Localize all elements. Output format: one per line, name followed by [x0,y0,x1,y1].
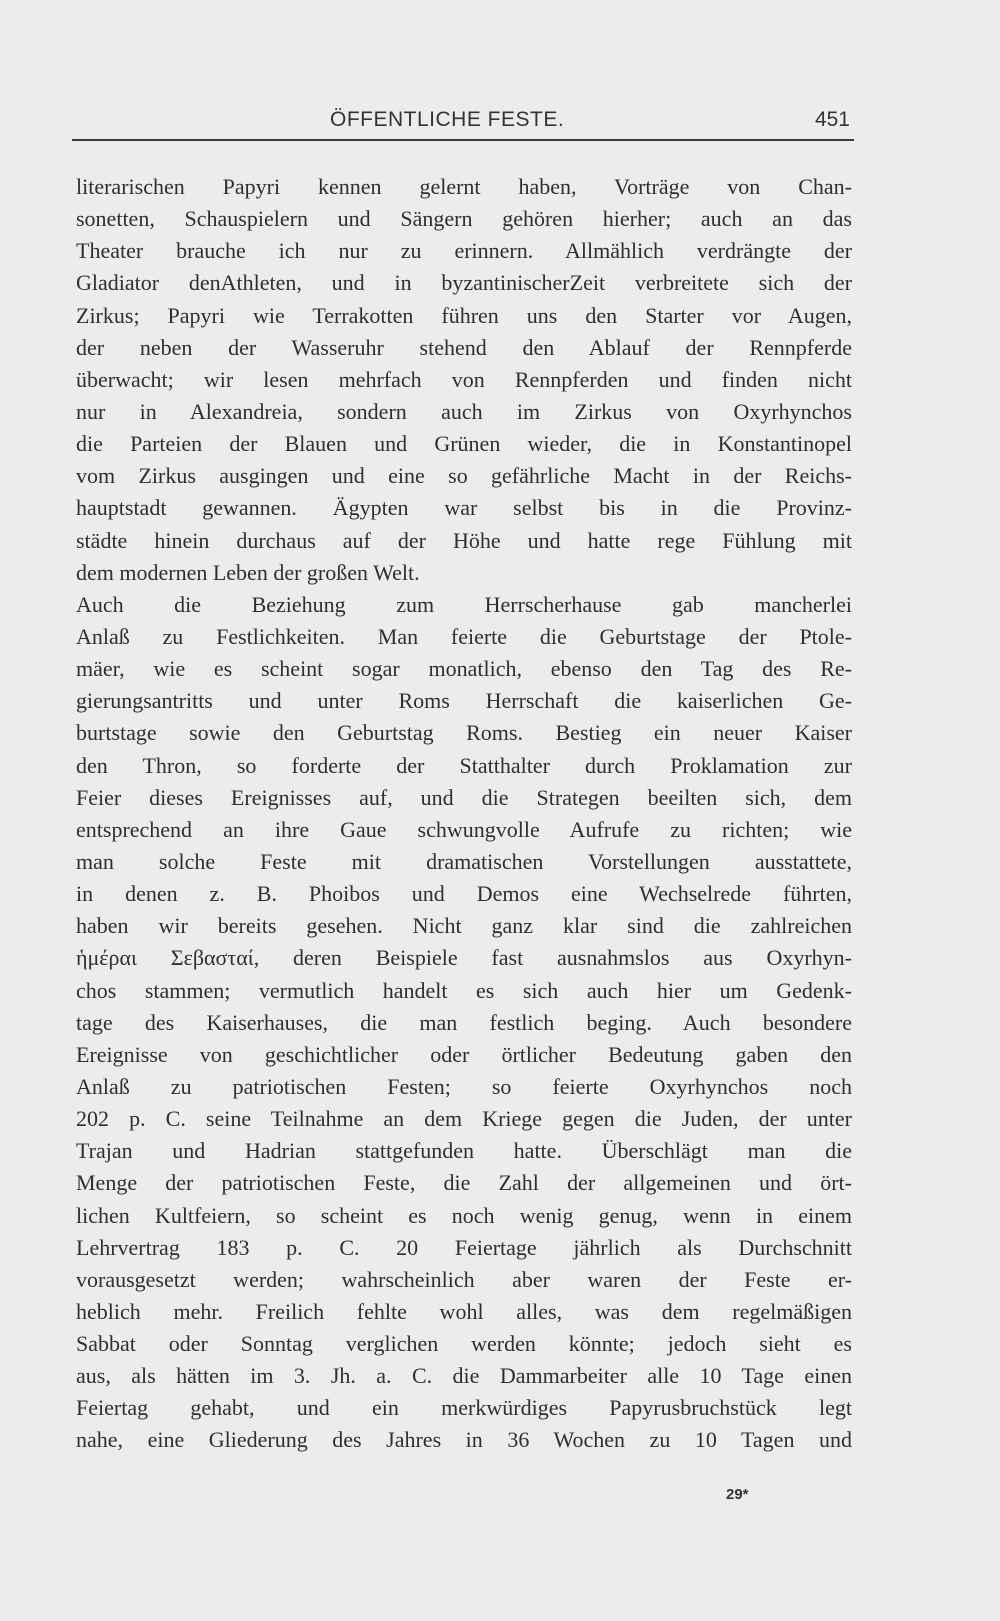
text-line: mäer, wie es scheint sogar monatlich, ebenso den Tag des Re- [76,656,852,682]
text-line: vom Zirkus ausgingen und eine so gefährliche Macht in der Reichs- [76,463,852,489]
text-line: überwacht; wir lesen mehrfach von Rennpferden und finden nicht [76,366,852,392]
text-line: Feiertag gehabt, und ein merkwürdiges Papyrusbruchstück legt [76,1395,852,1421]
page-header [72,104,852,144]
page-number: 451 [814,108,850,131]
text-line: man solche Feste mit dramatischen Vorstellungen ausstattete, [76,848,852,874]
text-line: den Thron, so forderte der Statthalter durch Proklamation zur [76,752,852,778]
text-line: vorausgesetzt werden; wahrscheinlich aber waren der Feste er- [76,1266,852,1292]
header-rule [72,139,854,141]
text-line: haben wir bereits gesehen. Nicht ganz klar sind die zahlreichen [76,913,852,939]
text-line: städte hinein durchaus auf der Höhe und hatte rege Fühlung mit [76,527,852,553]
text-line: nur in Alexandreia, sondern auch im Zirkus von Oxyrhynchos [76,398,852,424]
text-line: heblich mehr. Freilich fehlte wohl alles, was dem regelmäßigen [76,1298,852,1324]
text-line: ἡμέραι Σεβασταί, deren Beispiele fast ausnahmslos aus Oxyrhyn- [76,945,852,971]
text-line: aus, als hätten im 3. Jh. a. C. die Dammarbeiter alle 10 Tage einen [76,1363,852,1389]
text-line: in denen z. B. Phoibos und Demos eine Wechselrede führten, [76,881,852,907]
body-text [76,171,852,1457]
text-line: Ereignisse von geschichtlicher oder örtlicher Bedeutung gaben den [76,1041,852,1067]
text-line: Anlaß zu patriotischen Festen; so feierte Oxyrhynchos noch [76,1073,852,1099]
text-line: Lehrvertrag 183 p. C. 20 Feiertage jährlich als Durchschnitt [76,1234,852,1260]
text-line: hauptstadt gewannen. Ägypten war selbst bis in die Provinz- [76,495,852,521]
text-line: Feier dieses Ereignisses auf, und die Strategen beeilten sich, dem [76,784,852,810]
text-line: Theater brauche ich nur zu erinnern. Allmählich verdrängte der [76,238,852,264]
text-line: Gladiator denAthleten, und in byzantinischerZeit verbreitete sich der [76,270,852,296]
text-line: Auch die Beziehung zum Herrscherhause gab mancherlei [76,591,852,617]
text-line: dem modernen Leben der großen Welt. [76,559,420,585]
text-line: sonetten, Schauspielern und Sängern gehören hierher; auch an das [76,206,852,232]
text-line: lichen Kultfeiern, so scheint es noch wenig genug, wenn in einem [76,1202,852,1228]
text-line: literarischen Papyri kennen gelernt haben, Vorträge von Chan- [76,174,852,199]
text-line: tage des Kaiserhauses, die man festlich beging. Auch besondere [76,1009,852,1035]
text-line: nahe, eine Gliederung des Jahres in 36 Wochen zu 10 Tagen und [76,1427,852,1453]
text-line: die Parteien der Blauen und Grünen wieder, die in Konstantinopel [76,431,852,457]
text-line: Anlaß zu Festlichkeiten. Man feierte die Geburtstage der Ptole- [76,623,852,649]
text-line: 202 p. C. seine Teilnahme an dem Kriege gegen die Juden, der unter [76,1106,852,1132]
text-line: Sabbat oder Sonntag verglichen werden könnte; jedoch sieht es [76,1331,852,1357]
text-line: Trajan und Hadrian stattgefunden hatte. Überschlägt man die [76,1138,852,1164]
signature-mark: 29* [726,1486,749,1503]
text-line: burtstage sowie den Geburtstag Roms. Bestieg ein neuer Kaiser [76,720,852,746]
running-title: ÖFFENTLICHE FESTE. [330,108,565,131]
text-line: gierungsantritts und unter Roms Herrschaft die kaiserlichen Ge- [76,688,852,714]
text-line: entsprechend an ihre Gaue schwungvolle Aufrufe zu richten; wie [76,816,852,842]
text-line: der neben der Wasseruhr stehend den Ablauf der Rennpferde [76,334,852,360]
text-line: Menge der patriotischen Feste, die Zahl der allgemeinen und ört- [76,1170,852,1196]
text-line: Zirkus; Papyri wie Terrakotten führen uns den Starter vor Augen, [76,302,852,328]
text-line: chos stammen; vermutlich handelt es sich auch hier um Gedenk- [76,977,852,1003]
